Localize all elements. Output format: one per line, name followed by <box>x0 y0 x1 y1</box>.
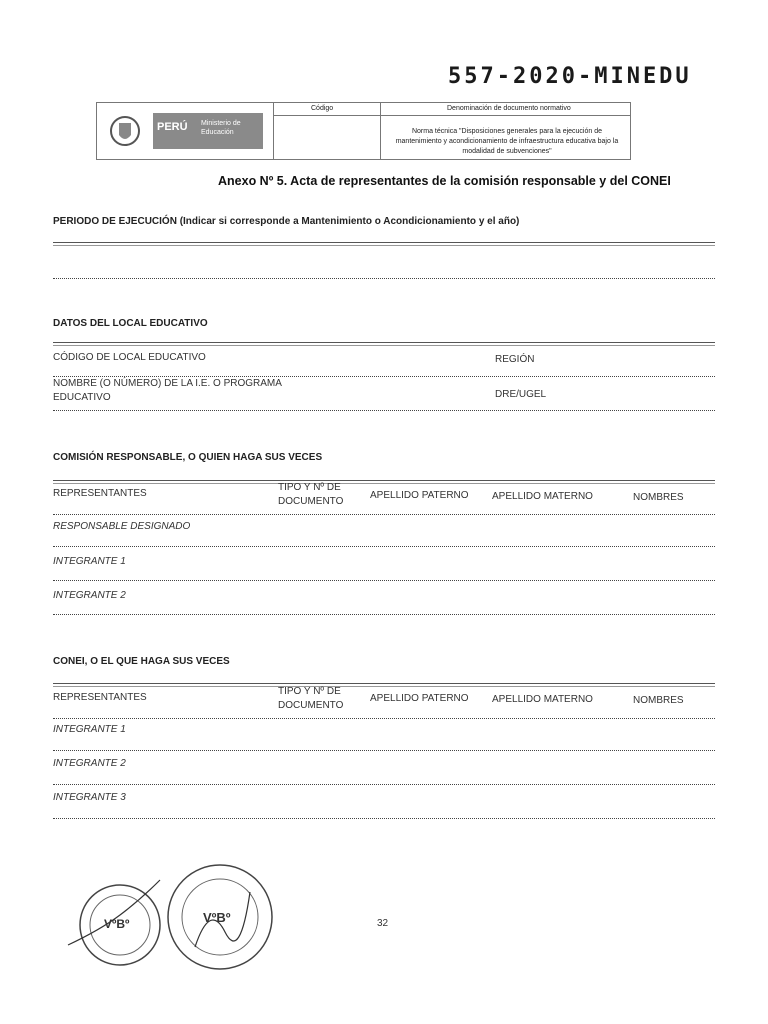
comision-col-tipo-1: TIPO Y Nº DE <box>278 482 341 493</box>
conei-rule <box>53 683 715 687</box>
nombre-fill-line[interactable] <box>53 410 715 411</box>
local-section-title: DATOS DEL LOCAL EDUCATIVO <box>53 318 208 329</box>
conei-col-nombres: NOMBRES <box>633 695 684 706</box>
denomination-text: Norma técnica "Disposiciones generales para la ejecución de mantenimiento y acondicionamiento de infraestructura educativa bajo la modalidad de subvenciones" <box>395 128 619 155</box>
conei-row-line[interactable] <box>53 784 715 785</box>
page-number: 32 <box>377 918 389 929</box>
annex-title: Anexo Nº 5. Acta de representantes de la comisión responsable y del CONEI <box>218 174 671 188</box>
comision-row-label: RESPONSABLE DESIGNADO <box>53 521 191 532</box>
left-seal-stamp <box>60 870 170 980</box>
logo-country: PERÚ <box>157 121 188 133</box>
comision-col-nombres: NOMBRES <box>633 492 684 503</box>
region-label: REGIÓN <box>495 354 535 365</box>
conei-col-materno: APELLIDO MATERNO <box>492 694 593 705</box>
comision-col-tipo-2: DOCUMENTO <box>278 496 344 507</box>
periodo-section <box>53 216 519 227</box>
local-rule <box>53 342 715 346</box>
conei-row-label: INTEGRANTE 2 <box>53 758 126 769</box>
comision-section-title: COMISIÓN RESPONSABLE, O QUIEN HAGA SUS VECES <box>53 452 323 463</box>
conei-col-paterno: APELLIDO PATERNO <box>370 693 469 704</box>
conei-col-representantes: REPRESENTANTES <box>53 692 147 703</box>
conei-col-tipo-1: TIPO Y Nº DE <box>278 686 341 697</box>
conei-col-tipo-2: DOCUMENTO <box>278 700 344 711</box>
dre-label: DRE/UGEL <box>495 389 547 400</box>
comision-row-line[interactable] <box>53 546 715 547</box>
comision-row-label: INTEGRANTE 2 <box>53 590 126 601</box>
codigo-label: CÓDIGO DE LOCAL EDUCATIVO <box>53 352 206 363</box>
comision-row-label: INTEGRANTE 1 <box>53 556 126 567</box>
document-header <box>96 102 631 160</box>
comision-col-paterno: APELLIDO PATERNO <box>370 490 469 501</box>
code-header: Código <box>311 105 334 112</box>
comision-col-materno: APELLIDO MATERNO <box>492 491 593 502</box>
svg-text:VºBº: VºBº <box>203 910 231 925</box>
nombre-label-1: NOMBRE (O NÚMERO) DE LA I.E. O PROGRAMA <box>53 378 282 389</box>
logo-band <box>153 113 263 149</box>
svg-text:VºBº: VºBº <box>104 917 130 931</box>
header-row-divider <box>274 115 630 116</box>
codigo-fill-line[interactable] <box>53 376 715 377</box>
logo-ministry: Ministerio de Educación <box>201 120 241 136</box>
periodo-rule <box>53 242 715 246</box>
ministry-logo <box>97 103 274 159</box>
right-seal-stamp <box>165 852 275 982</box>
conei-row-line[interactable] <box>53 818 715 819</box>
comision-row-line[interactable] <box>53 580 715 581</box>
conei-row-line[interactable] <box>53 750 715 751</box>
conei-header-line <box>53 718 715 719</box>
coat-of-arms-icon <box>105 111 145 151</box>
periodo-label: PERIODO DE EJECUCIÓN <box>53 216 177 227</box>
comision-col-tipo <box>278 481 343 509</box>
periodo-fill-line[interactable] <box>53 278 715 279</box>
comision-row-line[interactable] <box>53 614 715 615</box>
nombre-label-2: EDUCATIVO <box>53 392 111 403</box>
comision-header-line <box>53 514 715 515</box>
comision-rule <box>53 480 715 484</box>
comision-col-representantes: REPRESENTANTES <box>53 488 147 499</box>
conei-section-title: CONEI, O EL QUE HAGA SUS VECES <box>53 656 230 667</box>
periodo-hint: (Indicar si corresponde a Mantenimiento o Acondicionamiento y el año) <box>179 216 520 227</box>
conei-col-tipo <box>278 685 343 713</box>
conei-row-label: INTEGRANTE 1 <box>53 724 126 735</box>
denomination-header: Denominación de documento normativo <box>447 105 571 112</box>
conei-row-label: INTEGRANTE 3 <box>53 792 126 803</box>
resolution-number: 557-2020-MINEDU <box>448 64 692 89</box>
